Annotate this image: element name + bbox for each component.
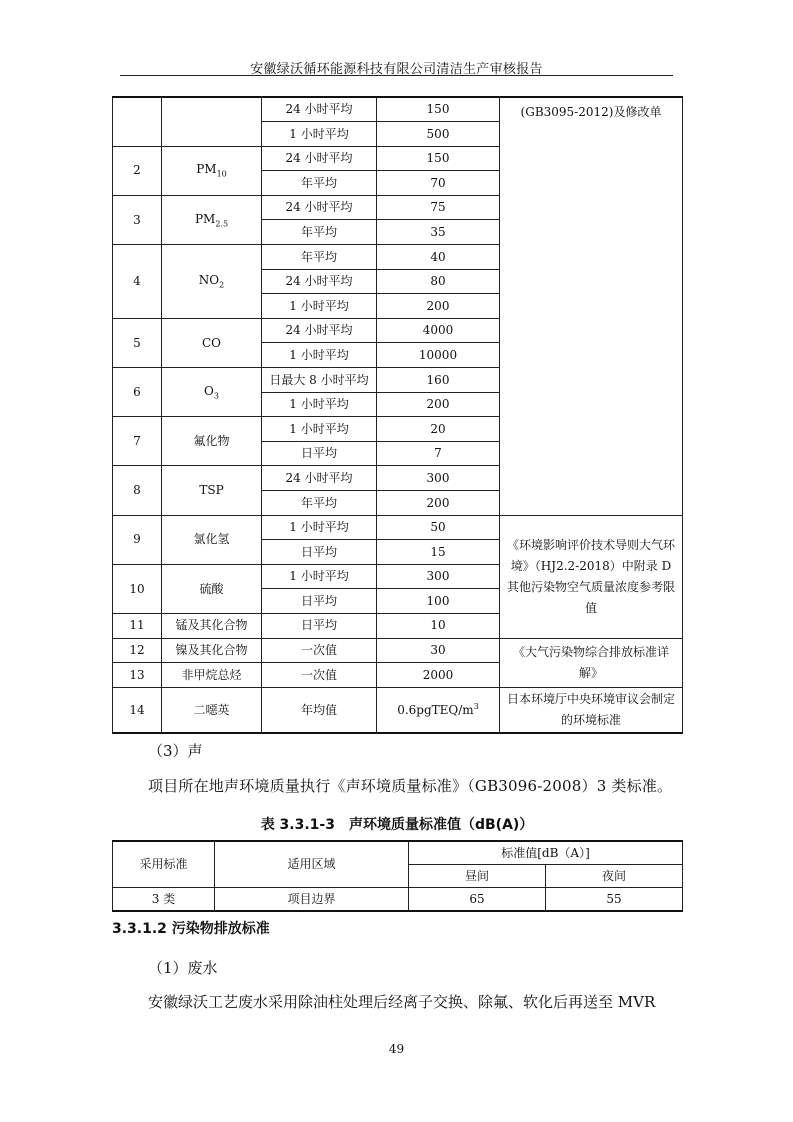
row-number: 13: [113, 663, 162, 688]
sound-heading: （3）声: [148, 742, 203, 760]
header-rule: [120, 75, 673, 76]
pollutant-name: $NO_2$: [162, 245, 262, 319]
row-number: 7: [113, 417, 162, 466]
row-number: 2: [113, 146, 162, 195]
row-number: 10: [113, 564, 162, 613]
night-value: 55: [546, 888, 683, 912]
limit-value: 200: [377, 392, 500, 417]
averaging-period: 一次值: [262, 663, 377, 688]
row-number: 8: [113, 466, 162, 515]
limit-value: 20: [377, 417, 500, 442]
limit-value: 200: [377, 294, 500, 319]
row-number: [113, 97, 162, 146]
limit-value: 4000: [377, 318, 500, 343]
pollutant-name: $PM_{10}$: [162, 146, 262, 195]
row-number: 5: [113, 318, 162, 367]
applicable-area: 项目边界: [215, 888, 409, 912]
averaging-period: 年平均: [262, 171, 377, 196]
pollutant-name: TSP: [162, 466, 262, 515]
limit-value: 35: [377, 220, 500, 245]
averaging-period: 1 小时平均: [262, 417, 377, 442]
averaging-period: 1 小时平均: [262, 294, 377, 319]
limit-value: 150: [377, 146, 500, 171]
averaging-period: 日平均: [262, 441, 377, 466]
averaging-period: 24 小时平均: [262, 97, 377, 122]
pollutant-name: 锰及其化合物: [162, 613, 262, 638]
limit-value: 200: [377, 491, 500, 516]
limit-value: 40: [377, 245, 500, 270]
averaging-period: 24 小时平均: [262, 146, 377, 171]
averaging-period: 日平均: [262, 589, 377, 614]
averaging-period: 年平均: [262, 491, 377, 516]
limit-value: 7: [377, 441, 500, 466]
day-value: 65: [409, 888, 546, 912]
row-number: 6: [113, 368, 162, 417]
sound-quality-table: [112, 840, 683, 912]
section-title: 3.3.1.2 污染物排放标准: [112, 921, 270, 937]
averaging-period: 1 小时平均: [262, 392, 377, 417]
col-area-header: 适用区域: [215, 841, 409, 888]
averaging-period: 日平均: [262, 613, 377, 638]
col-standard-header: 采用标准: [113, 841, 215, 888]
limit-value: 300: [377, 466, 500, 491]
air-quality-standards-table: [112, 96, 683, 734]
table-caption: 表 3.3.1-3 声环境质量标准值（dB(A)）: [260, 817, 534, 833]
page-header: 安徽绿沃循环能源科技有限公司清洁生产审核报告: [250, 62, 543, 77]
limit-value: 15: [377, 540, 500, 565]
limit-value: 10000: [377, 343, 500, 368]
averaging-period: 一次值: [262, 638, 377, 663]
pollutant-name: $PM_{2.5}$: [162, 195, 262, 244]
averaging-period: 24 小时平均: [262, 318, 377, 343]
pollutant-name: 硫酸: [162, 564, 262, 613]
pollutant-name: $O_3$: [162, 368, 262, 417]
limit-value: 160: [377, 368, 500, 393]
standard-class: 3 类: [113, 888, 215, 912]
page-number: 49: [388, 1042, 405, 1056]
limit-value: 80: [377, 269, 500, 294]
averaging-period: 24 小时平均: [262, 269, 377, 294]
averaging-period: 24 小时平均: [262, 466, 377, 491]
limit-value: 100: [377, 589, 500, 614]
standard-note-gb3095: (GB3095-2012)及修改单: [500, 97, 683, 515]
col-day-header: 昼间: [409, 865, 546, 888]
limit-value: $0.6pgTEQ/m^3$: [377, 687, 500, 733]
averaging-period: 日平均: [262, 540, 377, 565]
averaging-period: 1 小时平均: [262, 122, 377, 147]
limit-value: 75: [377, 195, 500, 220]
pollutant-name: 氟化物: [162, 417, 262, 466]
pollutant-name: 氯化氢: [162, 515, 262, 564]
limit-value: 150: [377, 97, 500, 122]
pollutant-name: [162, 97, 262, 146]
averaging-period: 日最大 8 小时平均: [262, 368, 377, 393]
pollutant-name: CO: [162, 318, 262, 367]
standard-note-hj22: 《环境影响评价技术导则大气环境》（HJ2.2-2018）中附录 D 其他污染物空气质量浓度参考限值: [500, 515, 683, 638]
standard-note-comprehensive: 《大气污染物综合排放标准详解》: [500, 638, 683, 687]
averaging-period: 1 小时平均: [262, 343, 377, 368]
limit-value: 30: [377, 638, 500, 663]
limit-value: 300: [377, 564, 500, 589]
limit-value: 500: [377, 122, 500, 147]
averaging-period: 年平均: [262, 220, 377, 245]
row-number: 14: [113, 687, 162, 733]
pollutant-name: 二噁英: [162, 687, 262, 733]
row-number: 12: [113, 638, 162, 663]
limit-value: 70: [377, 171, 500, 196]
averaging-period: 1 小时平均: [262, 564, 377, 589]
limit-value: 50: [377, 515, 500, 540]
wastewater-heading: （1）废水: [148, 959, 218, 977]
limit-value: 2000: [377, 663, 500, 688]
averaging-period: 年平均: [262, 245, 377, 270]
row-number: 3: [113, 195, 162, 244]
col-value-header: 标准值[dB（A）]: [409, 841, 683, 865]
row-number: 4: [113, 245, 162, 319]
row-number: 11: [113, 613, 162, 638]
wastewater-paragraph: 安徽绿沃工艺废水采用除油柱处理后经离子交换、除氟、软化后再送至 MVR: [148, 993, 656, 1011]
averaging-period: 年均值: [262, 687, 377, 733]
col-night-header: 夜间: [546, 865, 683, 888]
sound-paragraph: 项目所在地声环境质量执行《声环境质量标准》（GB3096-2008）3 类标准。: [148, 777, 673, 795]
row-number: 9: [113, 515, 162, 564]
pollutant-name: 非甲烷总烃: [162, 663, 262, 688]
standard-note-japan: 日本环境厅中央环境审议会制定的环境标准: [500, 687, 683, 733]
limit-value: 10: [377, 613, 500, 638]
averaging-period: 24 小时平均: [262, 195, 377, 220]
pollutant-name: 镍及其化合物: [162, 638, 262, 663]
averaging-period: 1 小时平均: [262, 515, 377, 540]
